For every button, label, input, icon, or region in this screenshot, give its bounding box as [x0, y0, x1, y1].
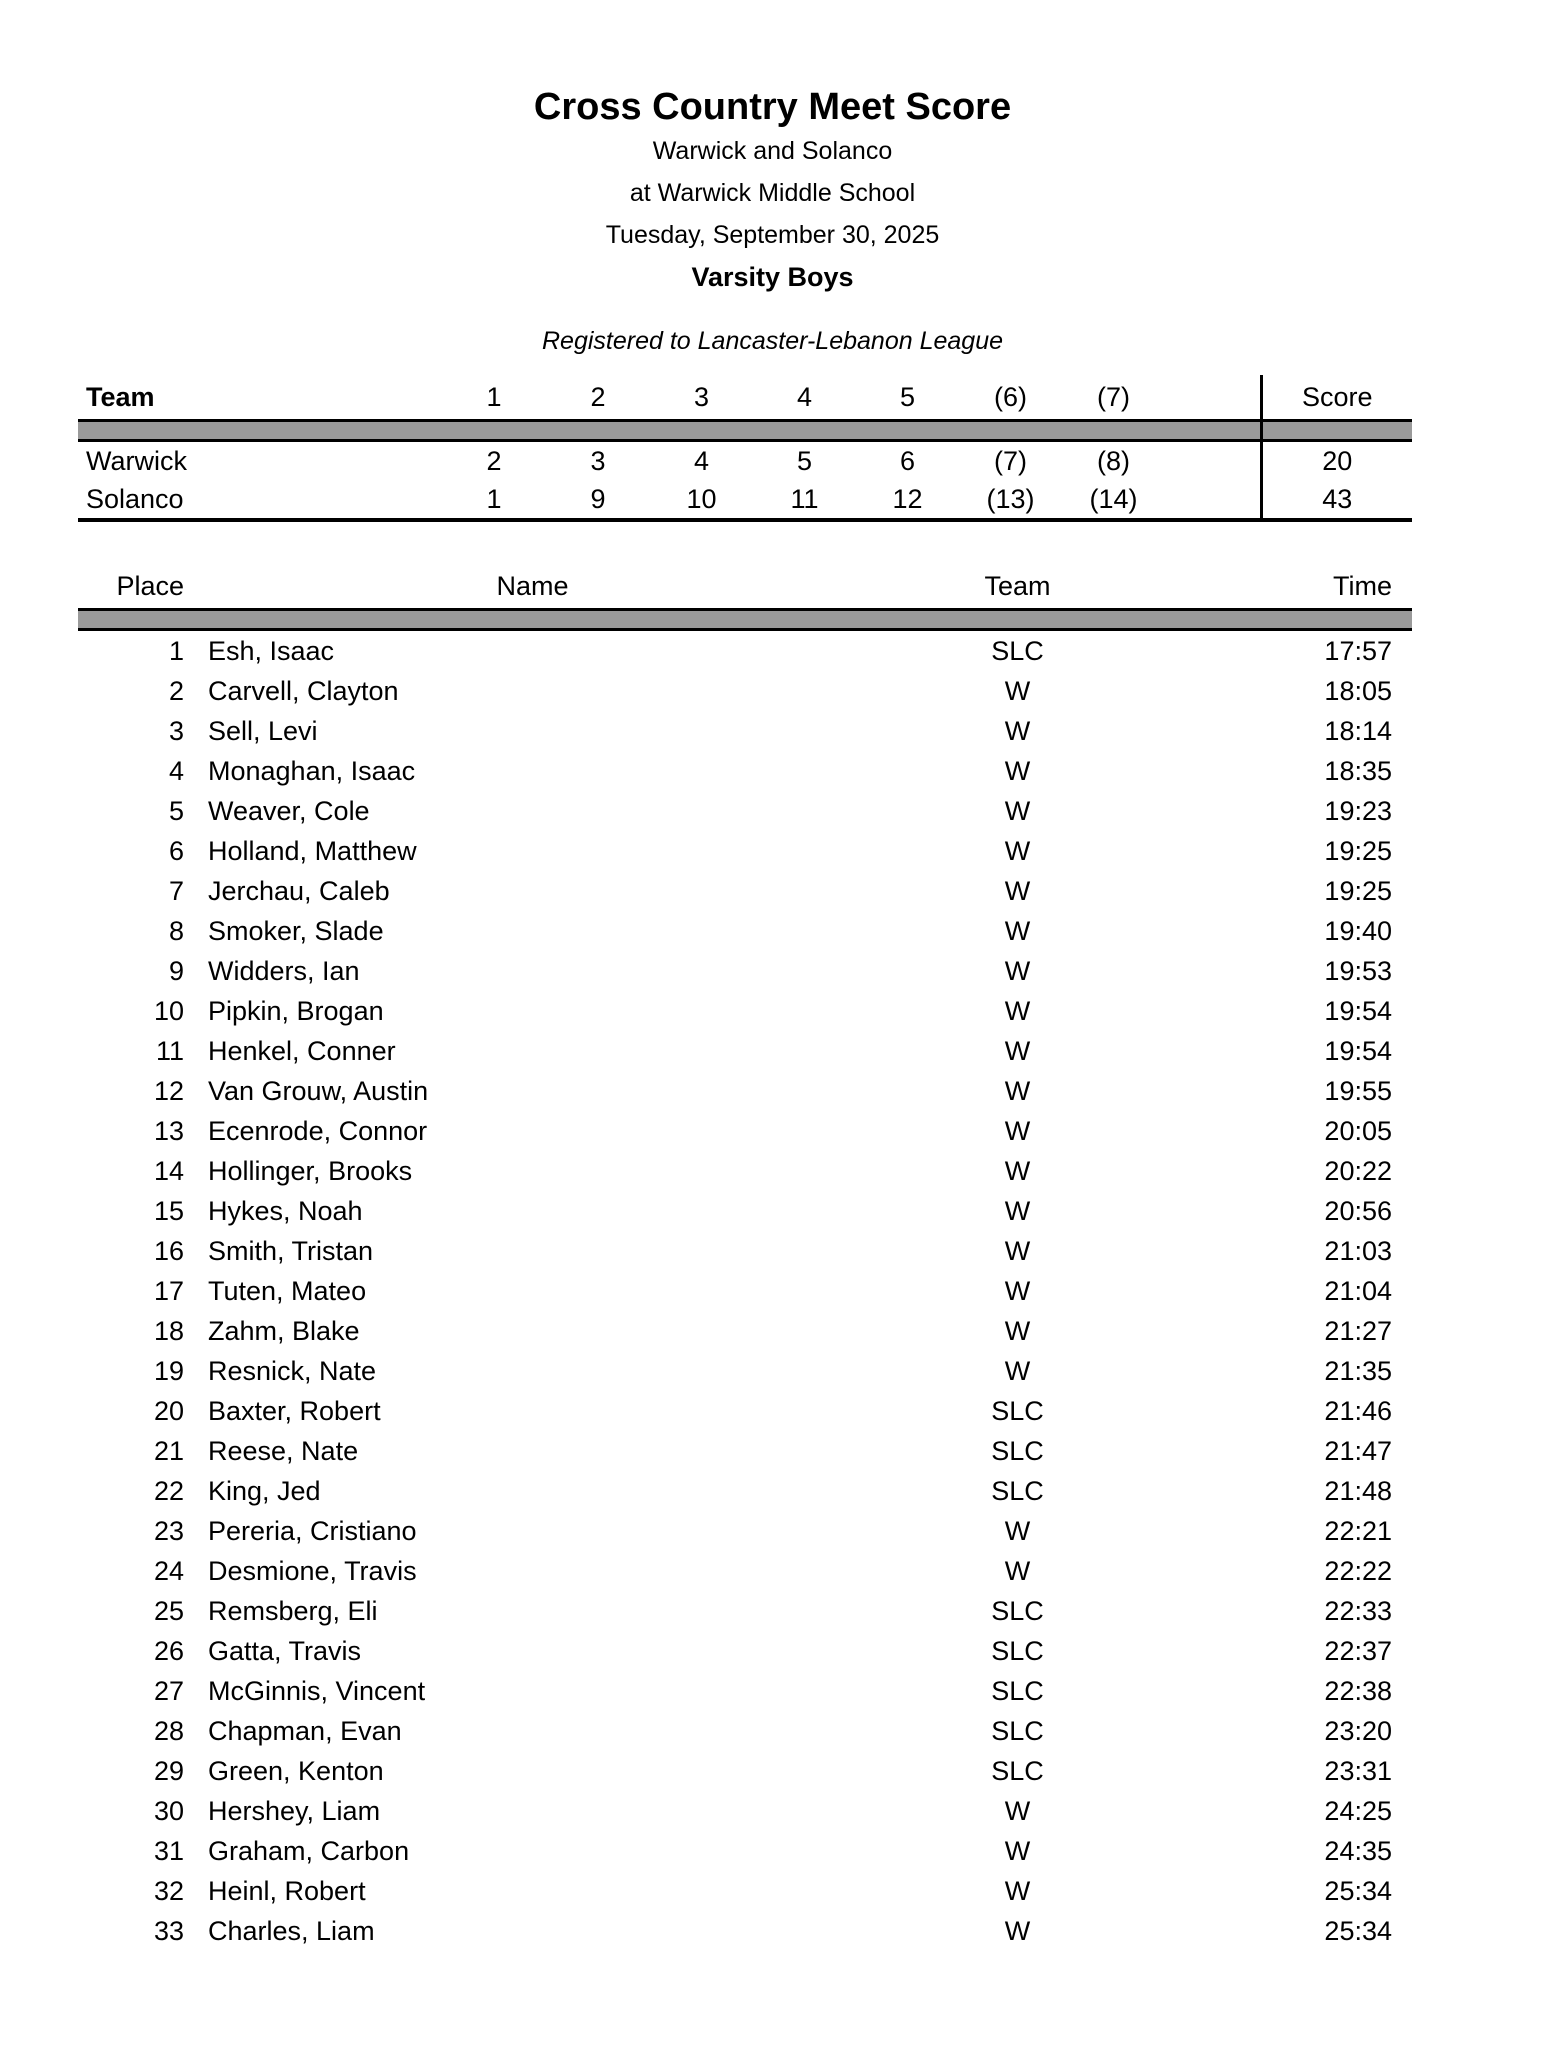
team-score-header-6: (6)	[994, 382, 1027, 412]
result-team-cell: W	[1004, 1915, 1031, 1946]
result-team-cell: W	[1004, 1515, 1031, 1546]
result-name-cell: Monaghan, Isaac	[208, 755, 416, 786]
result-team-cell: W	[1004, 1195, 1031, 1226]
result-name-cell: Smoker, Slade	[208, 915, 384, 946]
results-header-time: Time	[1333, 571, 1392, 601]
result-time-cell: 21:48	[1324, 1475, 1392, 1506]
result-team-cell: W	[1004, 715, 1031, 746]
result-name-cell: Van Grouw, Austin	[208, 1075, 429, 1106]
result-team-cell: SLC	[991, 1595, 1044, 1626]
team-score-header-3: 3	[693, 382, 710, 412]
result-row	[78, 1551, 1412, 1591]
result-name-cell: Pipkin, Brogan	[208, 995, 384, 1026]
result-team-cell: SLC	[991, 635, 1044, 666]
place-cell: (8)	[1097, 445, 1130, 476]
result-row	[78, 911, 1412, 951]
result-place-cell: 24	[153, 1555, 184, 1586]
result-name-cell: Widders, Ian	[208, 955, 360, 986]
result-place-cell: 27	[153, 1675, 184, 1706]
result-place-cell: 5	[168, 795, 184, 826]
individual-results-table	[78, 564, 1412, 1951]
result-row	[78, 1031, 1412, 1071]
place-cell: 10	[686, 483, 717, 514]
result-row	[78, 1191, 1412, 1231]
result-row	[78, 1071, 1412, 1111]
team-score-header-7: (7)	[1097, 382, 1130, 412]
location-line: at Warwick Middle School	[629, 179, 916, 207]
place-cell: 4	[693, 445, 710, 476]
place-cell: 2	[486, 445, 502, 476]
team-total-score-cell: 20	[1261, 441, 1412, 481]
result-name-cell: Chapman, Evan	[208, 1715, 402, 1746]
result-team-cell: W	[1004, 795, 1031, 826]
result-place-cell: 16	[153, 1235, 184, 1266]
place-cell: 1	[486, 483, 502, 514]
result-team-cell: W	[1004, 875, 1031, 906]
result-time-cell: 25:34	[1324, 1875, 1392, 1906]
result-name-cell: Esh, Isaac	[208, 635, 335, 666]
result-time-cell: 19:53	[1324, 955, 1392, 986]
result-time-cell: 19:55	[1324, 1075, 1392, 1106]
result-row	[78, 1831, 1412, 1871]
result-team-cell: W	[1004, 1835, 1031, 1866]
result-place-cell: 23	[153, 1515, 184, 1546]
result-row	[78, 1871, 1412, 1911]
result-row	[78, 1231, 1412, 1271]
result-place-cell: 32	[153, 1875, 184, 1906]
team-score-row	[78, 441, 1412, 481]
result-row	[78, 1311, 1412, 1351]
result-place-cell: 29	[153, 1755, 184, 1786]
result-name-cell: Baxter, Robert	[208, 1395, 381, 1426]
result-place-cell: 22	[153, 1475, 184, 1506]
result-time-cell: 21:47	[1324, 1435, 1392, 1466]
result-row	[78, 1391, 1412, 1431]
result-name-cell: Hershey, Liam	[208, 1795, 381, 1826]
result-name-cell: Jerchau, Caleb	[208, 875, 390, 906]
result-name-cell: Desmione, Travis	[208, 1555, 417, 1586]
result-time-cell: 22:21	[1324, 1515, 1392, 1546]
result-place-cell: 13	[153, 1115, 184, 1146]
team-score-header-2: 2	[590, 382, 606, 412]
result-name-cell: Hollinger, Brooks	[208, 1155, 413, 1186]
team-score-divider-bar	[78, 421, 1412, 441]
result-time-cell: 22:33	[1324, 1595, 1392, 1626]
result-name-cell: McGinnis, Vincent	[208, 1675, 426, 1706]
result-name-cell: King, Jed	[208, 1475, 321, 1506]
place-cell: 3	[590, 445, 606, 476]
result-name-cell: Green, Kenton	[208, 1755, 384, 1786]
result-team-cell: SLC	[991, 1475, 1044, 1506]
result-team-cell: W	[1004, 1235, 1031, 1266]
results-header-name: Name	[496, 571, 569, 601]
result-row	[78, 1591, 1412, 1631]
result-team-cell: SLC	[991, 1435, 1044, 1466]
result-row	[78, 671, 1412, 711]
result-row	[78, 1711, 1412, 1751]
result-row	[78, 991, 1412, 1031]
result-time-cell: 23:20	[1324, 1715, 1392, 1746]
result-team-cell: W	[1004, 1035, 1031, 1066]
team-score-header-5: 5	[899, 382, 916, 412]
place-cell: (7)	[994, 445, 1027, 476]
result-place-cell: 7	[168, 875, 184, 906]
result-place-cell: 25	[153, 1595, 184, 1626]
spacer-cell	[1165, 480, 1261, 520]
result-place-cell: 20	[153, 1395, 184, 1426]
result-name-cell: Ecenrode, Connor	[208, 1115, 428, 1146]
result-row	[78, 1911, 1412, 1951]
result-name-cell: Charles, Liam	[208, 1915, 375, 1946]
date-line: Tuesday, September 30, 2025	[605, 221, 940, 249]
result-row	[78, 1631, 1412, 1671]
result-team-cell: SLC	[991, 1635, 1044, 1666]
result-name-cell: Sell, Levi	[208, 715, 318, 746]
result-time-cell: 22:38	[1324, 1675, 1392, 1706]
result-row	[78, 1111, 1412, 1151]
result-time-cell: 18:14	[1324, 715, 1392, 746]
result-name-cell: Tuten, Mateo	[208, 1275, 367, 1306]
result-team-cell: W	[1004, 1315, 1031, 1346]
result-time-cell: 23:31	[1324, 1755, 1392, 1786]
result-row	[78, 711, 1412, 751]
result-name-cell: Graham, Carbon	[208, 1835, 410, 1866]
spacer-cell	[1165, 441, 1261, 481]
result-team-cell: SLC	[991, 1755, 1044, 1786]
place-cell: 6	[899, 445, 916, 476]
result-row	[78, 1351, 1412, 1391]
team-name-cell: Solanco	[86, 483, 184, 514]
result-place-cell: 21	[153, 1435, 184, 1466]
result-place-cell: 6	[168, 835, 184, 866]
result-time-cell: 22:22	[1324, 1555, 1392, 1586]
result-row	[78, 1151, 1412, 1191]
result-team-cell: W	[1004, 755, 1031, 786]
result-row	[78, 1431, 1412, 1471]
result-name-cell: Holland, Matthew	[208, 835, 417, 866]
result-team-cell: W	[1004, 1115, 1031, 1146]
result-time-cell: 19:40	[1324, 915, 1392, 946]
teams-line: Warwick and Solanco	[652, 137, 893, 165]
result-time-cell: 21:04	[1324, 1275, 1392, 1306]
place-cell: 11	[790, 483, 819, 514]
result-name-cell: Henkel, Conner	[208, 1035, 396, 1066]
result-name-cell: Resnick, Nate	[208, 1355, 377, 1386]
team-score-header-spacer	[1165, 375, 1261, 421]
result-row	[78, 1671, 1412, 1711]
result-name-cell: Reese, Nate	[208, 1435, 359, 1466]
result-time-cell: 20:56	[1324, 1195, 1392, 1226]
result-time-cell: 24:35	[1324, 1835, 1392, 1866]
result-row	[78, 951, 1412, 991]
team-name-cell: Warwick	[86, 445, 187, 476]
place-cell: (14)	[1089, 483, 1138, 514]
result-row	[78, 751, 1412, 791]
page-title: Cross Country Meet Score	[533, 86, 1012, 128]
result-name-cell: Gatta, Travis	[208, 1635, 362, 1666]
team-score-header-1: 1	[486, 382, 502, 412]
team-score-header-4: 4	[796, 382, 813, 412]
result-time-cell: 18:05	[1324, 675, 1392, 706]
result-time-cell: 21:35	[1324, 1355, 1392, 1386]
result-name-cell: Remsberg, Eli	[208, 1595, 378, 1626]
result-time-cell: 19:25	[1324, 835, 1392, 866]
result-team-cell: W	[1004, 995, 1031, 1026]
place-cell: (13)	[986, 483, 1035, 514]
result-place-cell: 3	[168, 715, 184, 746]
result-name-cell: Pereria, Cristiano	[208, 1515, 417, 1546]
result-row	[78, 791, 1412, 831]
division-title: Varsity Boys	[691, 262, 854, 292]
result-place-cell: 26	[153, 1635, 184, 1666]
team-score-header-row	[78, 375, 1412, 421]
result-team-cell: W	[1004, 1075, 1031, 1106]
result-place-cell: 2	[168, 675, 184, 706]
result-team-cell: W	[1004, 675, 1031, 706]
result-row	[78, 831, 1412, 871]
result-place-cell: 10	[153, 995, 184, 1026]
result-team-cell: SLC	[991, 1715, 1044, 1746]
result-place-cell: 28	[153, 1715, 184, 1746]
result-place-cell: 4	[168, 755, 184, 786]
result-team-cell: W	[1004, 1275, 1031, 1306]
result-row	[78, 1751, 1412, 1791]
results-header-team: Team	[984, 571, 1051, 601]
place-cell: 9	[590, 483, 606, 514]
result-place-cell: 30	[153, 1795, 184, 1826]
team-total-score-cell: 43	[1261, 480, 1412, 520]
result-name-cell: Weaver, Cole	[208, 795, 370, 826]
team-score-table	[78, 375, 1412, 522]
result-place-cell: 31	[153, 1835, 184, 1866]
result-place-cell: 11	[155, 1035, 184, 1066]
result-time-cell: 20:05	[1324, 1115, 1392, 1146]
result-place-cell: 12	[153, 1075, 184, 1106]
result-place-cell: 33	[153, 1915, 184, 1946]
team-score-header-score: Score	[1261, 375, 1412, 421]
result-place-cell: 1	[168, 635, 184, 666]
result-name-cell: Carvell, Clayton	[208, 675, 399, 706]
result-time-cell: 24:25	[1324, 1795, 1392, 1826]
team-score-header-team: Team	[86, 382, 155, 412]
place-cell: 5	[796, 445, 813, 476]
result-name-cell: Zahm, Blake	[208, 1315, 360, 1346]
result-name-cell: Hykes, Noah	[208, 1195, 363, 1226]
result-name-cell: Smith, Tristan	[208, 1235, 374, 1266]
result-time-cell: 25:34	[1324, 1915, 1392, 1946]
result-time-cell: 19:54	[1324, 1035, 1392, 1066]
result-time-cell: 21:46	[1324, 1395, 1392, 1426]
result-place-cell: 15	[153, 1195, 184, 1226]
result-team-cell: W	[1004, 1875, 1031, 1906]
result-time-cell: 19:25	[1324, 875, 1392, 906]
result-place-cell: 19	[153, 1355, 184, 1386]
results-divider-bar	[78, 610, 1412, 630]
result-time-cell: 22:37	[1324, 1635, 1392, 1666]
result-team-cell: W	[1004, 955, 1031, 986]
result-team-cell: W	[1004, 835, 1031, 866]
result-team-cell: W	[1004, 1795, 1031, 1826]
result-team-cell: SLC	[991, 1395, 1044, 1426]
results-header-row	[78, 564, 1412, 610]
result-time-cell: 18:35	[1324, 755, 1392, 786]
result-place-cell: 17	[153, 1275, 184, 1306]
result-place-cell: 8	[168, 915, 184, 946]
result-row	[78, 1791, 1412, 1831]
result-row	[78, 1271, 1412, 1311]
result-place-cell: 18	[153, 1315, 184, 1346]
result-time-cell: 17:57	[1324, 635, 1392, 666]
place-cell: 12	[892, 483, 923, 514]
result-name-cell: Heinl, Robert	[208, 1875, 366, 1906]
result-team-cell: W	[1004, 1355, 1031, 1386]
result-time-cell: 19:54	[1324, 995, 1392, 1026]
registration-note: Registered to Lancaster-Lebanon League	[542, 327, 1003, 355]
results-header-place: Place	[116, 571, 184, 601]
result-team-cell: SLC	[991, 1675, 1044, 1706]
result-time-cell: 19:23	[1324, 795, 1392, 826]
result-place-cell: 9	[168, 955, 184, 986]
team-score-row	[78, 480, 1412, 520]
result-time-cell: 21:03	[1324, 1235, 1392, 1266]
result-row	[78, 630, 1412, 672]
result-team-cell: W	[1004, 915, 1031, 946]
result-row	[78, 1511, 1412, 1551]
result-time-cell: 21:27	[1324, 1315, 1392, 1346]
result-row	[78, 1471, 1412, 1511]
result-row	[78, 871, 1412, 911]
document-header	[0, 0, 1545, 362]
result-place-cell: 14	[153, 1155, 184, 1186]
result-time-cell: 20:22	[1324, 1155, 1392, 1186]
result-team-cell: W	[1004, 1155, 1031, 1186]
result-team-cell: W	[1004, 1555, 1031, 1586]
